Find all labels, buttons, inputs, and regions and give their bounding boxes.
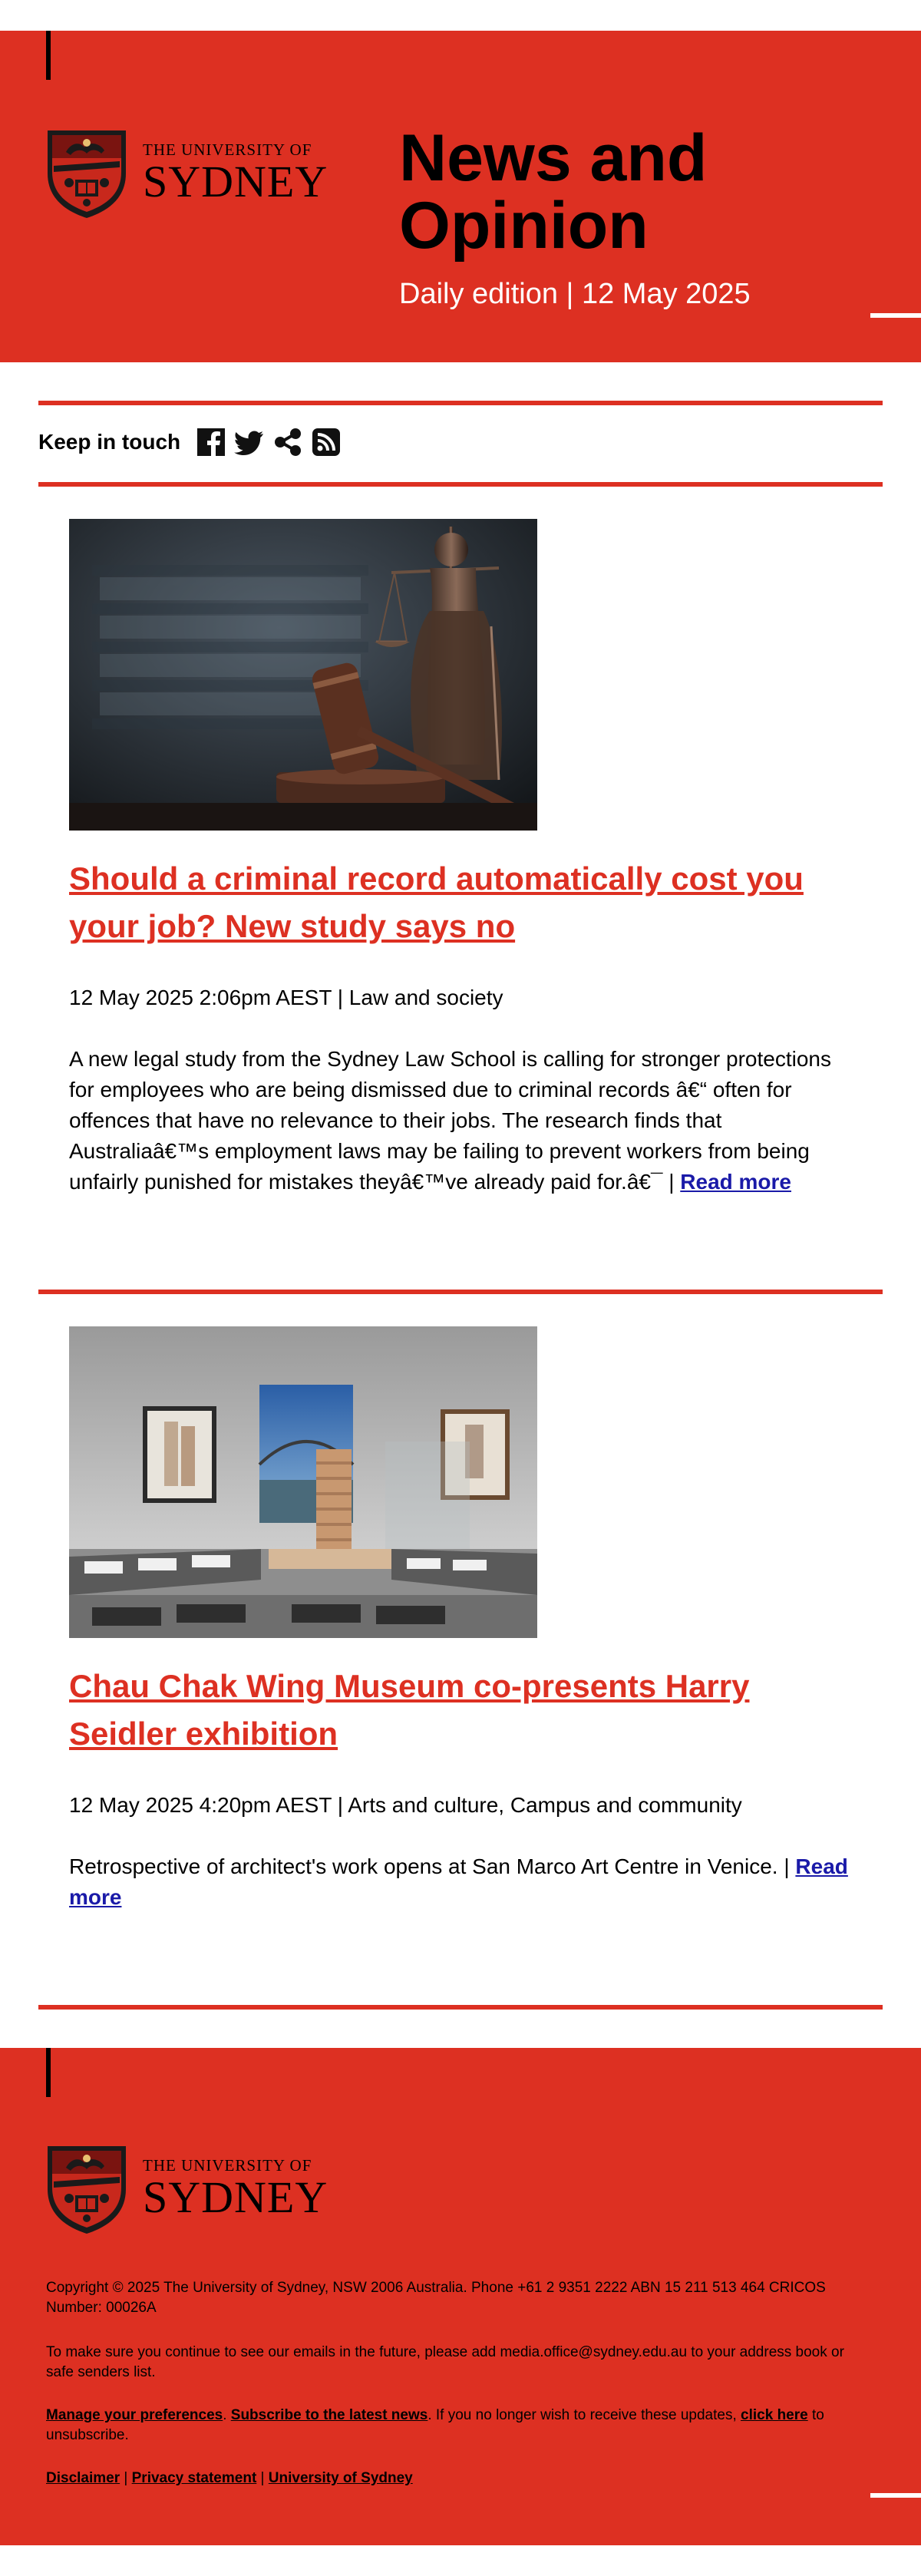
rss-icon[interactable] bbox=[311, 427, 342, 457]
footer-sep: . bbox=[223, 2407, 231, 2423]
justice-gavel-image bbox=[69, 519, 537, 831]
footer-subscription-links bbox=[46, 2406, 875, 2446]
unsubscribe-end: to unsubscribe. bbox=[46, 2407, 824, 2443]
divider bbox=[38, 1290, 883, 1294]
manage-preferences-link[interactable]: Manage your preferences bbox=[46, 2407, 223, 2423]
article-2-title bbox=[69, 1663, 837, 1758]
footer-accent-line bbox=[870, 2493, 921, 2498]
wordmark-top: THE UNIVERSITY OF bbox=[143, 2155, 312, 2175]
footer bbox=[0, 2048, 921, 2545]
privacy-statement-link[interactable]: Privacy statement bbox=[131, 2470, 257, 2486]
keep-in-touch-bar bbox=[38, 427, 349, 457]
university-crest-icon bbox=[45, 126, 129, 220]
header-accent-line bbox=[870, 313, 921, 318]
article-2-title-link[interactable]: Chau Chak Wing Museum co-presents Harry Seidler exhibition bbox=[69, 1668, 750, 1752]
article-1-image[interactable] bbox=[69, 519, 537, 831]
wordmark-main: SYDNEY bbox=[143, 2171, 328, 2222]
edition-date: Daily edition | 12 May 2025 bbox=[399, 278, 751, 310]
university-logo[interactable] bbox=[45, 126, 328, 220]
article-1-summary-text: A new legal study from the Sydney Law School is calling for stronger protections for employees who are being dismissed due to criminal records â€“ often for offences that have no relevance to their jobs. The research finds that Australiaâ€™s employment laws may be failing to prevent workers from being unfairly punished for mistakes theyâ€™ve already paid for.â€¯ | bbox=[69, 1047, 831, 1194]
seidler-exhibition-image bbox=[69, 1326, 537, 1638]
footer-safe-senders: To make sure you continue to see our emails in the future, please add media.office@sydney.edu.au to your address book or safe senders list. bbox=[46, 2344, 844, 2380]
unsubscribe-text: . If you no longer wish to receive these updates, bbox=[427, 2407, 741, 2423]
page-title: News and Opinion bbox=[399, 121, 708, 263]
wordmark-main: SYDNEY bbox=[143, 156, 328, 206]
article-1-title-link[interactable]: Should a criminal record automatically cost you your job? New study says no bbox=[69, 860, 804, 944]
university-link[interactable]: University of Sydney bbox=[268, 2470, 413, 2486]
article-2-read-more-link[interactable]: Read more bbox=[69, 1854, 848, 1909]
article-2-summary-text: Retrospective of architect's work opens at San Marco Art Centre in Venice. | bbox=[69, 1854, 796, 1878]
article-2-image[interactable] bbox=[69, 1326, 537, 1638]
disclaimer-link[interactable]: Disclaimer bbox=[46, 2470, 120, 2486]
article-1-title bbox=[69, 855, 837, 950]
footer-wordmark bbox=[143, 2155, 328, 2222]
university-wordmark bbox=[143, 142, 328, 204]
article-1-summary bbox=[69, 1044, 852, 1197]
footer-legal-links bbox=[46, 2469, 875, 2488]
article-2-meta: 12 May 2025 4:20pm AEST | Arts and culture, Campus and community bbox=[69, 1793, 742, 1817]
divider bbox=[38, 401, 883, 405]
article-2-summary bbox=[69, 1851, 852, 1913]
footer-pipe: | bbox=[256, 2470, 269, 2486]
header-banner bbox=[0, 31, 921, 362]
header-accent-bar bbox=[46, 31, 51, 80]
divider bbox=[38, 482, 883, 487]
footer-copyright: Copyright © 2025 The University of Sydney, NSW 2006 Australia. Phone +61 2 9351 2222 ABN 15 211 513 464 CRICOS Number: 00026A bbox=[46, 2280, 826, 2316]
share-icon[interactable] bbox=[272, 427, 303, 457]
subscribe-link[interactable]: Subscribe to the latest news bbox=[230, 2407, 428, 2423]
twitter-icon[interactable] bbox=[234, 427, 265, 457]
footer-accent-bar bbox=[46, 2048, 51, 2097]
footer-pipe: | bbox=[120, 2470, 132, 2486]
unsubscribe-link[interactable]: click here bbox=[741, 2407, 808, 2423]
article-1-read-more-link[interactable]: Read more bbox=[680, 1170, 791, 1194]
article-1-meta: 12 May 2025 2:06pm AEST | Law and society bbox=[69, 986, 503, 1009]
facebook-icon[interactable] bbox=[196, 427, 226, 457]
wordmark-top: THE UNIVERSITY OF bbox=[143, 140, 312, 159]
footer-university-logo[interactable] bbox=[45, 2142, 328, 2235]
keep-in-touch-label: Keep in touch bbox=[38, 430, 181, 454]
university-crest-icon bbox=[45, 2142, 129, 2235]
divider bbox=[38, 2005, 883, 2010]
